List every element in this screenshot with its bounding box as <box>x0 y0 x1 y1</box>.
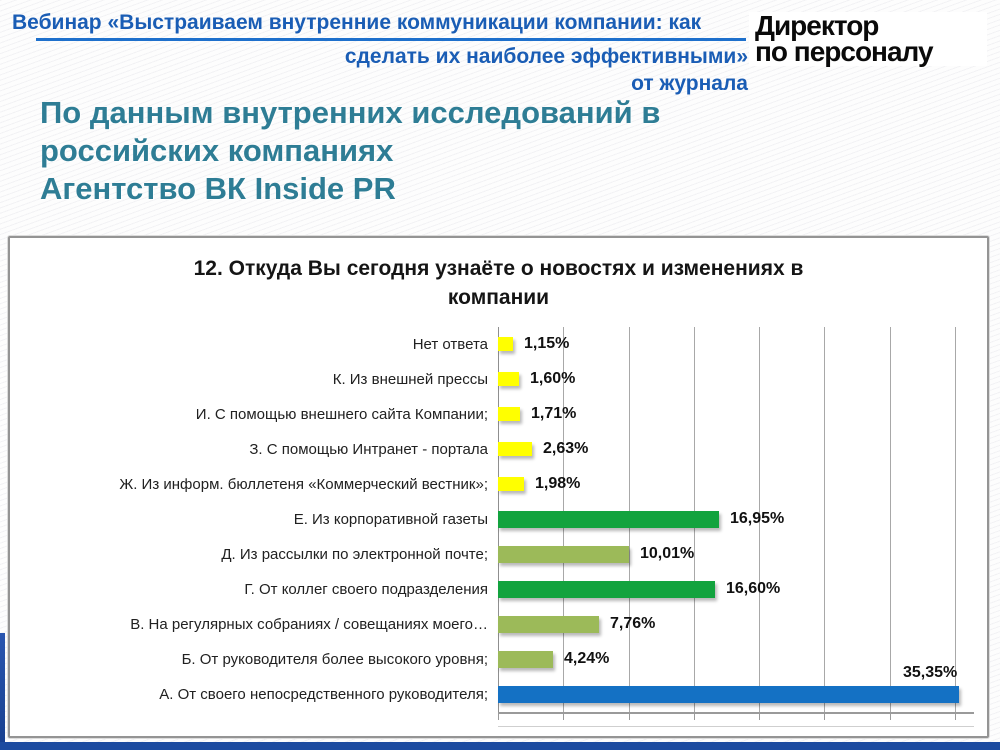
axis-tick <box>563 714 564 720</box>
header-underline <box>36 38 746 41</box>
bar-track <box>498 537 987 572</box>
category-label: А. От своего непосредственного руководителя; <box>159 685 488 703</box>
bar-track <box>498 502 987 537</box>
bar-track <box>498 397 987 432</box>
bar-olive <box>498 616 599 633</box>
category-label: Нет ответа <box>412 335 488 353</box>
chart-title: 12. Откуда Вы сегодня узнаёте о новостях и изменениях в компании <box>193 257 804 310</box>
axis-tick <box>955 714 956 720</box>
bar-green <box>498 581 715 598</box>
webinar-header <box>8 10 748 96</box>
chart-row <box>10 327 987 362</box>
bar-yellow <box>498 372 519 386</box>
value-label: 4,24% <box>564 650 610 668</box>
chart-row <box>10 663 987 712</box>
category-label: К. Из внешней прессы <box>332 370 488 388</box>
header-line-2: сделать их наиболее эффективными» <box>344 45 748 69</box>
category-label: Ж. Из информ. бюллетеня «Коммерческий вестник»; <box>119 475 488 493</box>
axis-tick <box>890 714 891 720</box>
bar-track <box>498 467 987 502</box>
axis-tick <box>629 714 630 720</box>
logo-line-2: по персоналу <box>755 36 933 67</box>
bar-track <box>498 327 987 362</box>
axis-tick <box>694 714 695 720</box>
bar-track <box>498 432 987 467</box>
chart-row <box>10 397 987 432</box>
chart-row <box>10 502 987 537</box>
logo-line-1: Директор <box>755 9 879 41</box>
slide-title-line-3: Агентство ВК Inside PR <box>40 170 396 206</box>
category-label: В. На регулярных собраниях / совещаниях моего… <box>130 615 488 633</box>
bar-track <box>498 607 987 642</box>
category-label: З. С помощью Интранет - портала <box>249 440 488 458</box>
value-label: 16,60% <box>726 580 781 598</box>
value-label: 2,63% <box>543 440 589 458</box>
axis-tick <box>498 714 499 720</box>
category-label: Д. Из рассылки по электронной почте; <box>221 545 488 563</box>
value-label: 1,98% <box>535 475 581 493</box>
bar-yellow <box>498 477 524 491</box>
value-label: 1,60% <box>530 370 576 388</box>
axis-tick <box>759 714 760 720</box>
chart-row <box>10 467 987 502</box>
chart-rows <box>10 327 987 712</box>
value-label: 35,35% <box>903 663 958 681</box>
category-label: Г. От коллег своего подразделения <box>244 580 488 598</box>
chart-row <box>10 537 987 572</box>
bar-green <box>498 511 719 528</box>
footer-bar <box>0 742 1000 750</box>
bar-track <box>498 362 987 397</box>
chart-panel <box>8 236 989 738</box>
chart-row <box>10 362 987 397</box>
bar-track <box>498 663 987 712</box>
chart-plot-area <box>10 327 987 712</box>
chart-row <box>10 607 987 642</box>
value-label: 1,71% <box>531 405 577 423</box>
bar-yellow <box>498 442 532 456</box>
slide-title <box>40 94 660 207</box>
chart-row <box>10 642 987 677</box>
bar-olive <box>498 546 629 563</box>
chart-x-axis <box>498 712 974 727</box>
slide-title-line-2: российских компаниях <box>40 132 394 168</box>
header-line-3: от журнала <box>631 72 748 96</box>
header-line-1: Вебинар «Выстраиваем внутренние коммуникации компании: как <box>12 11 702 34</box>
category-label: И. С помощью внешнего сайта Компании; <box>195 405 488 423</box>
bar-track <box>498 572 987 607</box>
bar-yellow <box>498 337 513 351</box>
slide-title-line-1: По данным внутренних исследований в <box>40 95 661 130</box>
magazine-logo <box>749 9 987 67</box>
value-label: 1,15% <box>524 335 570 353</box>
chart-row <box>10 572 987 607</box>
left-accent-bar <box>0 633 5 750</box>
axis-tick <box>824 714 825 720</box>
value-label: 16,95% <box>730 510 785 528</box>
bar-olive <box>498 651 553 668</box>
chart-row <box>10 432 987 467</box>
bar-yellow <box>498 407 520 421</box>
value-label: 10,01% <box>640 545 695 563</box>
category-label: Б. От руководителя более высокого уровня; <box>181 650 488 668</box>
value-label: 7,76% <box>610 615 656 633</box>
bar-blue <box>498 686 959 703</box>
category-label: Е. Из корпоративной газеты <box>293 510 488 528</box>
